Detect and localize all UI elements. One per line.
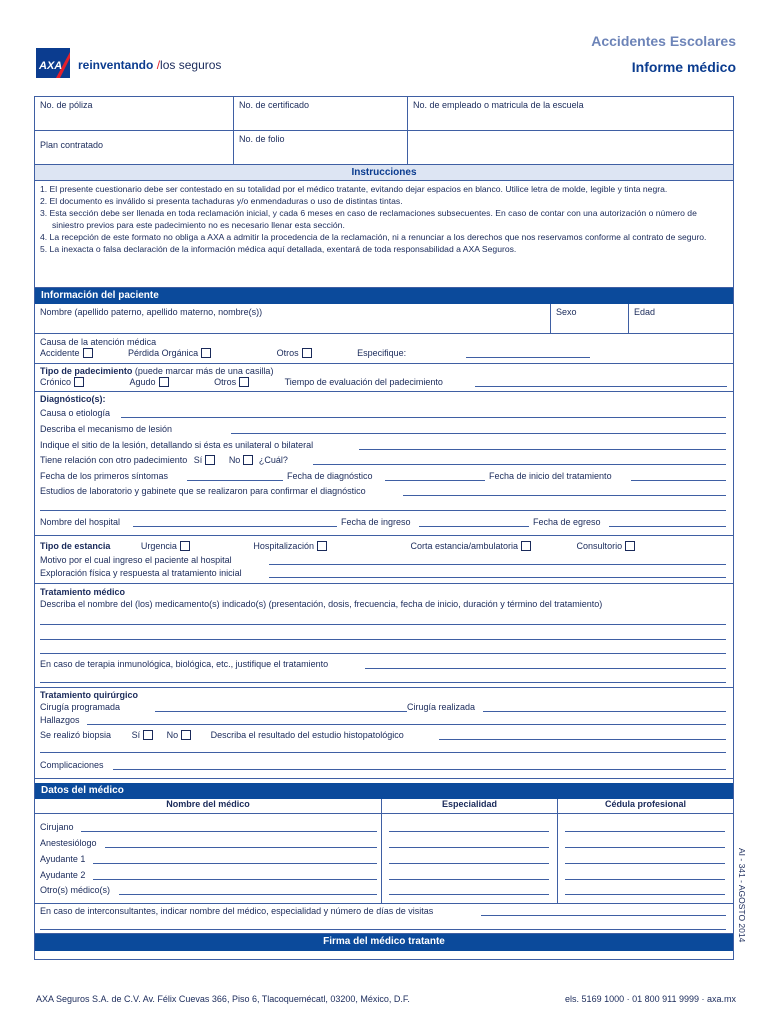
accidente-label: Accidente — [40, 348, 80, 358]
interconsultantes-line-2[interactable] — [40, 929, 726, 930]
tipo-title: Tipo de padecimiento — [40, 366, 133, 376]
cirujano-name-line[interactable] — [81, 831, 377, 832]
empleado-field[interactable] — [408, 97, 733, 130]
diag-title: Diagnóstico(s): — [40, 394, 106, 404]
relacion-no-label: No — [228, 455, 241, 465]
svg-text:AXA: AXA — [39, 60, 63, 72]
ayudante1-name-line[interactable] — [93, 863, 377, 864]
doctor-header-row — [35, 799, 733, 814]
causa-section — [35, 334, 733, 364]
terapia-line[interactable] — [365, 668, 726, 669]
hospital-label: Nombre del hospital — [40, 517, 121, 527]
perdida-checkbox[interactable] — [201, 348, 211, 358]
otros-checkbox[interactable] — [302, 348, 312, 358]
form-title: Informe médico — [631, 59, 736, 75]
blank-cell — [408, 131, 733, 164]
empleado-label: No. de empleado o matricula de la escuela — [413, 100, 584, 110]
doctor-section-title: Datos del médico — [35, 783, 733, 799]
sitio-label: Indique el sitio de la lesión, detallando si ésta es unilateral o bilateral — [40, 440, 314, 450]
trat-line-2[interactable] — [40, 639, 726, 640]
certificado-field[interactable] — [234, 97, 408, 130]
etiologia-line[interactable] — [121, 417, 726, 418]
corta-label: Corta estancia/ambulatoria — [410, 541, 519, 551]
biopsia-no-label: No — [166, 730, 179, 740]
trat-title: Tratamiento médico — [40, 587, 126, 597]
especialidad-line[interactable] — [389, 847, 549, 848]
patient-name-row — [35, 304, 733, 334]
doctor-row-label: Anestesiólogo — [40, 838, 97, 848]
quir-title: Tratamiento quirúrgico — [40, 690, 139, 700]
trat-desc: Describa el nombre del (los) medicamento(s) indicado(s) (presentación, dosis, frecuencia, fecha de inicio, duración y término del tratamiento) — [40, 599, 603, 609]
exploracion-line[interactable] — [269, 577, 726, 578]
mecanismo-line[interactable] — [231, 433, 726, 434]
form-kind: Accidentes Escolares — [591, 33, 736, 49]
exploracion-label: Exploración física y respuesta al tratamiento inicial — [40, 568, 242, 578]
col-nombre-header: Nombre del médico — [166, 799, 250, 809]
especialidad-line[interactable] — [389, 831, 549, 832]
perdida-label: Pérdida Orgánica — [128, 348, 199, 358]
policy-row-1 — [35, 97, 733, 131]
doctor-rows — [35, 814, 733, 904]
axa-logo — [36, 48, 70, 78]
diagnostico-section — [35, 392, 733, 536]
instruction-item: 5. La inexacta o falsa declaración de la información médica aquí detallada, exentará de toda responsabilidad a AXA Seguros. — [40, 244, 517, 254]
relacion-si-checkbox[interactable] — [205, 455, 215, 465]
resultado-line[interactable] — [439, 739, 726, 740]
etiologia-label: Causa o etiología — [40, 408, 111, 418]
tiempo-line[interactable] — [475, 386, 727, 387]
sexo-label: Sexo — [556, 307, 577, 317]
patient-name-label: Nombre (apellido paterno, apellido materno, nombre(s)) — [40, 307, 263, 317]
patient-section-title: Información del paciente — [35, 288, 733, 304]
interconsultantes-line[interactable] — [481, 915, 726, 916]
poliza-label: No. de póliza — [40, 100, 93, 110]
doctor-row-label: Otro(s) médico(s) — [40, 885, 111, 895]
urgencia-checkbox[interactable] — [180, 541, 190, 551]
instruction-item: 3. Esta sección debe ser llenada en toda reclamación inicial, y cada 6 meses en caso de reclamaciones subsecuentes. En caso de contar con una autorización o número de siniestro previos para este padecimiento no es necesario llenar esta sección. — [40, 208, 697, 230]
agudo-checkbox[interactable] — [159, 377, 169, 387]
realizada-label: Cirugía realizada — [407, 702, 476, 712]
trat-line-3[interactable] — [40, 653, 726, 654]
cronico-label: Crónico — [40, 377, 72, 387]
medical-report-form — [34, 96, 734, 960]
brand-tagline-rest: los seguros — [160, 58, 222, 72]
otros-medicos-name-line[interactable] — [119, 894, 377, 895]
estancia-label: Tipo de estancia — [40, 541, 111, 551]
footer — [36, 994, 736, 1004]
form-code: AI - 341 - AGOSTO 2014 — [737, 848, 747, 943]
estancia-options — [40, 541, 638, 551]
cedula-line[interactable] — [565, 863, 725, 864]
interconsultantes-section — [35, 904, 733, 934]
plan-field[interactable] — [35, 131, 234, 164]
instructions-section — [35, 180, 733, 288]
relacion-si-label: Sí — [193, 455, 203, 465]
consultorio-checkbox[interactable] — [625, 541, 635, 551]
tiempo-label: Tiempo de evaluación del padecimiento — [284, 377, 443, 387]
patient-name-field[interactable] — [35, 304, 551, 333]
cedula-line[interactable] — [565, 847, 725, 848]
especialidad-line[interactable] — [389, 894, 549, 895]
tipo-section — [35, 364, 733, 392]
consultorio-label: Consultorio — [576, 541, 623, 551]
biopsia-no-checkbox[interactable] — [181, 730, 191, 740]
tratamiento-medico-section — [35, 584, 733, 688]
relacion-label: Tiene relación con otro padecimiento — [40, 455, 188, 465]
motivo-line[interactable] — [269, 564, 726, 565]
ingreso-line[interactable] — [419, 526, 529, 527]
instruction-item: 4. La recepción de este formato no obliga a AXA a admitir la procedencia de la reclamación, ni a renunciar a los derechos que nos reservamos conforme al contrato de seguro. — [40, 232, 707, 242]
trat-line-1[interactable] — [40, 624, 726, 625]
relacion-no-checkbox[interactable] — [243, 455, 253, 465]
tipo-options — [40, 377, 443, 387]
hospital-line[interactable] — [133, 526, 337, 527]
mecanismo-label: Describa el mecanismo de lesión — [40, 424, 173, 434]
biopsia-label: Se realizó biopsia — [40, 730, 112, 740]
certificado-label: No. de certificado — [239, 100, 310, 110]
edad-label: Edad — [634, 307, 656, 317]
otros-label: Otros — [276, 348, 299, 358]
header — [36, 30, 736, 90]
fecha-diag-line[interactable] — [385, 480, 485, 481]
plan-label: Plan contratado — [40, 140, 104, 150]
sitio-line[interactable] — [359, 449, 726, 450]
ayudante2-name-line[interactable] — [93, 879, 377, 880]
footer-contact: els. 5169 1000 · 01 800 911 9999 · axa.mx — [565, 994, 736, 1004]
tratamiento-quirurgico-section — [35, 688, 733, 779]
col-divider-2 — [557, 814, 558, 903]
corta-checkbox[interactable] — [521, 541, 531, 551]
complicaciones-line[interactable] — [113, 769, 726, 770]
fecha-trat-line[interactable] — [631, 480, 726, 481]
fecha-trat-label: Fecha de inicio del tratamiento — [489, 471, 612, 481]
cual-label: ¿Cuál? — [258, 455, 288, 465]
especifique-label: Especifique: — [357, 348, 407, 358]
cedula-line[interactable] — [565, 831, 725, 832]
motivo-label: Motivo por el cual ingreso el paciente al hospital — [40, 555, 232, 565]
cedula-line[interactable] — [565, 894, 725, 895]
biopsia-si-checkbox[interactable] — [143, 730, 153, 740]
brand-tagline — [78, 58, 221, 72]
sexo-field[interactable] — [551, 304, 629, 333]
resultado-label: Describa el resultado del estudio histopatológico — [210, 730, 404, 740]
egreso-label: Fecha de egreso — [533, 517, 601, 527]
agudo-label: Agudo — [129, 377, 156, 387]
cual-line[interactable] — [313, 464, 726, 465]
doctor-row-label: Cirujano — [40, 822, 74, 832]
hospitalizacion-label: Hospitalización — [253, 541, 314, 551]
otros2-checkbox[interactable] — [239, 377, 249, 387]
firma-area[interactable] — [35, 951, 733, 960]
biopsia-options — [40, 730, 404, 740]
causa-title: Causa de la atención médica — [40, 337, 157, 347]
edad-field[interactable] — [629, 304, 733, 333]
fecha-sintomas-line[interactable] — [187, 480, 283, 481]
slash-mark: / — [156, 58, 161, 72]
brand-tagline-bold: reinventando — [78, 58, 154, 72]
footer-address: AXA Seguros S.A. de C.V. Av. Félix Cuevas 366, Piso 6, Tlacoquemécatl, 03200, México, D.F. — [36, 994, 410, 1004]
col-especialidad-header: Especialidad — [381, 799, 557, 814]
poliza-field[interactable] — [35, 97, 234, 130]
tipo-title-line — [40, 366, 273, 376]
estudios-line-2[interactable] — [40, 510, 726, 511]
anestesiologo-name-line[interactable] — [105, 847, 377, 848]
fecha-sintomas-label: Fecha de los primeros síntomas — [40, 471, 169, 481]
fecha-diag-label: Fecha de diagnóstico — [287, 471, 373, 481]
hallazgos-line[interactable] — [87, 724, 726, 725]
firma-title: Firma del médico tratante — [35, 934, 733, 951]
realizada-line[interactable] — [483, 711, 726, 712]
terapia-label: En caso de terapia inmunológica, biológica, etc., justifique el tratamiento — [40, 659, 329, 669]
biopsia-si-label: Sí — [131, 730, 141, 740]
tipo-hint: (puede marcar más de una casilla) — [134, 366, 274, 376]
hallazgos-label: Hallazgos — [40, 715, 80, 725]
instructions-title: Instrucciones — [35, 165, 733, 181]
cronico-checkbox[interactable] — [74, 377, 84, 387]
relacion-line-text — [40, 455, 288, 465]
col-cedula-header: Cédula profesional — [557, 799, 733, 814]
estancia-section — [35, 536, 733, 584]
estudios-line[interactable] — [403, 495, 726, 496]
accidente-checkbox[interactable] — [83, 348, 93, 358]
col-divider-1 — [381, 814, 382, 903]
instruction-item: 1. El presente cuestionario debe ser contestado en su totalidad por el médico tratante, evitando dejar espacios en blanco. Utilice letra de molde, legible y tinta negra. — [40, 184, 668, 194]
resultado-line-2[interactable] — [40, 752, 726, 753]
causa-options — [40, 348, 406, 358]
programada-label: Cirugía programada — [40, 702, 121, 712]
terapia-line-2[interactable] — [40, 682, 726, 683]
estudios-label: Estudios de laboratorio y gabinete que se realizaron para confirmar el diagnóstico — [40, 486, 366, 496]
doctor-row-label: Ayudante 1 — [40, 854, 86, 864]
ingreso-label: Fecha de ingreso — [341, 517, 411, 527]
cedula-line[interactable] — [565, 879, 725, 880]
otros2-label: Otros — [214, 377, 237, 387]
doctor-row-label: Ayudante 2 — [40, 870, 86, 880]
especifique-line[interactable] — [466, 357, 590, 358]
hospitalizacion-checkbox[interactable] — [317, 541, 327, 551]
complicaciones-label: Complicaciones — [40, 760, 104, 770]
programada-line[interactable] — [155, 711, 407, 712]
especialidad-line[interactable] — [389, 879, 549, 880]
egreso-line[interactable] — [609, 526, 726, 527]
instructions-list — [40, 183, 730, 255]
instruction-item: 2. El documento es inválido si presenta tachaduras y/o enmendaduras o uso de distintas tintas. — [40, 196, 403, 206]
urgencia-label: Urgencia — [140, 541, 177, 551]
interconsultantes-label: En caso de interconsultantes, indicar nombre del médico, especialidad y número de días de visitas — [40, 906, 434, 916]
especialidad-line[interactable] — [389, 863, 549, 864]
folio-label: No. de folio — [239, 134, 285, 144]
policy-row-2 — [35, 131, 733, 165]
folio-field[interactable] — [234, 131, 408, 164]
